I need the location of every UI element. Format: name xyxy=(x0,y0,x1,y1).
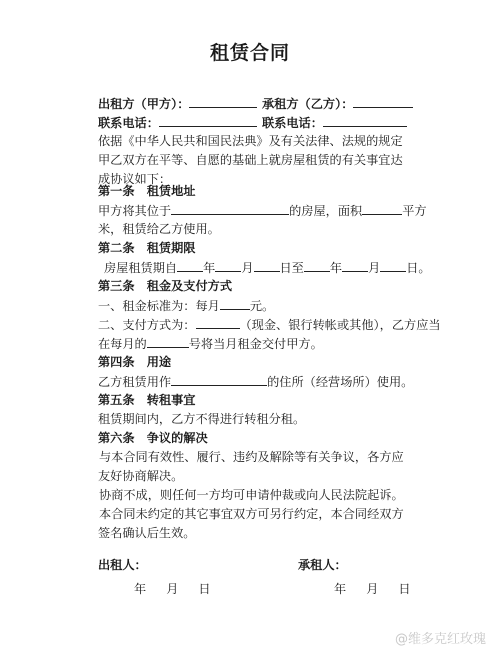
article-6-heading: 第六条 争议的解决 xyxy=(98,431,208,445)
lessee-date: 年 月 日 xyxy=(334,582,411,596)
payment-day-blank xyxy=(147,334,189,348)
article-5-line: 租赁期间内，乙方不得进行转租分租。 xyxy=(98,412,306,426)
lessor-date: 年 月 日 xyxy=(134,582,211,596)
lessor-line xyxy=(98,94,257,114)
lessor-blank xyxy=(189,94,257,108)
article-4-heading: 第四条 用途 xyxy=(98,355,172,369)
lessee-phone-label: 联系电话： xyxy=(262,116,323,130)
article-4-line: 乙方租赁用作 的住所（经营场所）使用。 xyxy=(98,372,413,392)
lessor-phone-line xyxy=(98,113,257,133)
article-6-paragraph-2: 协商不成，则任何一方均可申请仲裁或向人民法院起诉。 xyxy=(99,488,404,502)
lessee-phone-blank xyxy=(323,113,407,127)
address-blank xyxy=(171,201,289,215)
lessee-signature-label: 承租人： xyxy=(298,558,347,572)
article-2-line: 房屋租赁期自 年 月 日至 年 月 日。 xyxy=(104,258,431,278)
lessee-line xyxy=(262,94,413,114)
lessee-phone-line xyxy=(262,113,407,133)
article-5-heading: 第五条 转租事宜 xyxy=(98,393,196,407)
article-1-heading: 第一条 租赁地址 xyxy=(98,184,196,198)
article-1-line-2: 米，租赁给乙方使用。 xyxy=(98,222,220,236)
article-3-heading: 第三条 租金及支付方式 xyxy=(98,279,233,293)
lessor-label: 出租方（甲方）： xyxy=(98,97,190,111)
article-3-line-2: 二、支付方式为： （现金、银行转帐或其他），乙方应当 xyxy=(98,315,441,335)
area-blank xyxy=(362,201,402,215)
usage-blank xyxy=(171,372,267,386)
rent-blank xyxy=(220,296,250,310)
document-title: 租赁合同 xyxy=(209,42,290,64)
lessor-phone-label: 联系电话： xyxy=(98,116,159,130)
lessor-phone-blank xyxy=(159,113,257,127)
article-1-line-1: 甲方将其位于 的房屋，面积 平方 xyxy=(98,201,427,221)
article-2-heading: 第二条 租赁期限 xyxy=(98,241,196,255)
payment-method-blank xyxy=(196,315,240,329)
article-3-line-1: 一、租金标准为：每月 元。 xyxy=(98,296,274,316)
lessee-blank xyxy=(353,94,413,108)
article-6-paragraph-3: 本合同未约定的其它事宜双方可另行约定，本合同经双方签名确认后生效。 xyxy=(98,507,404,540)
lessor-signature-label: 出租人： xyxy=(98,558,147,572)
intro-paragraph: 依据《中华人民共和国民法典》及有关法律、法规的规定甲乙双方在平等、自愿的基础上就房屋租赁的有关事宜达成协议如下： xyxy=(98,134,403,186)
watermark: @维多克红玫瑰 xyxy=(394,632,486,647)
lessee-label: 承租方（乙方）： xyxy=(262,97,354,111)
article-3-line-3: 在每月的 号将当月租金交付甲方。 xyxy=(98,334,323,354)
article-6-paragraph-1: 与本合同有效性、履行、违约及解除等有关争议，各方应友好协商解决。 xyxy=(98,450,404,483)
